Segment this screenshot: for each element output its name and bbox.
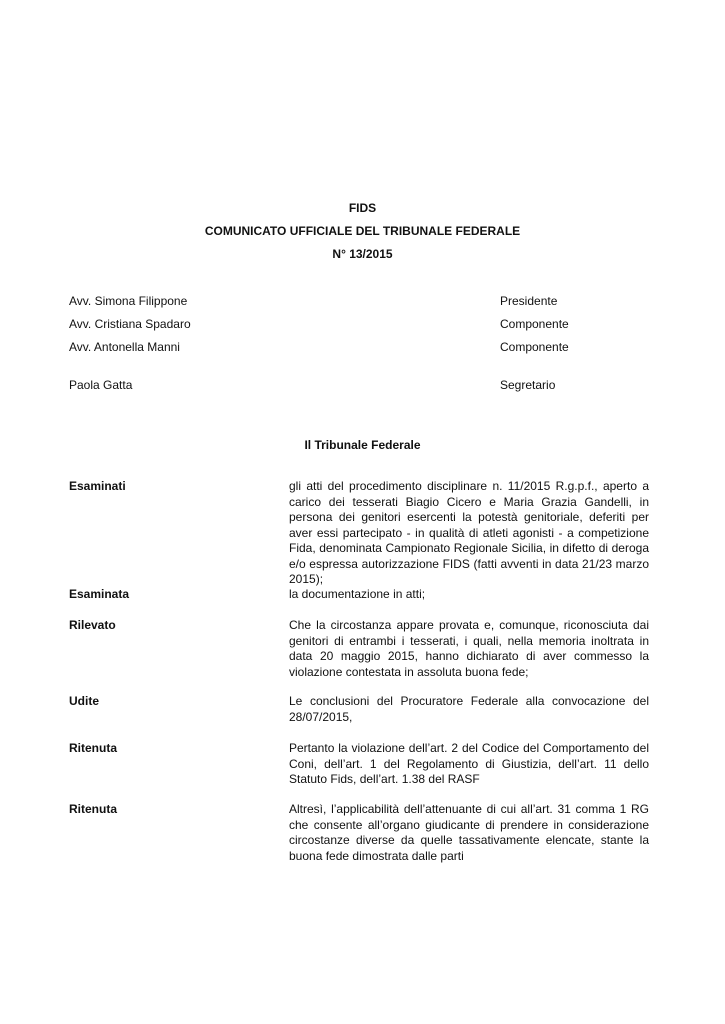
entry-text: Le conclusioni del Procuratore Federale alla convocazione del 28/07/2015, [289, 694, 649, 724]
member-name: Avv. Simona Filippone [69, 294, 188, 308]
entry-text: Che la circostanza appare provata e, comunque, riconosciuta dai genitori di entrambi i tesserati, i quali, nella memoria inoltrata in data 20 maggio 2015, hanno dichiarato di aver commesso la violazione contestata in assoluta buona fede; [289, 618, 649, 679]
entry-label: Esaminata [69, 587, 130, 601]
member-row [69, 317, 649, 333]
member-name: Avv. Antonella Manni [69, 340, 180, 354]
member-role: Componente [500, 317, 569, 331]
member-role: Componente [500, 340, 569, 354]
entry-label: Udite [69, 694, 99, 708]
section-title: Il Tribunale Federale [304, 438, 421, 452]
entry-text: Altresì, l’applicabilità dell’attenuante di cui all’art. 31 comma 1 RG che consente all’organo giudicante di prendere in considerazione circostanze diverse da quelle tassativamente elencate, stante la buona fede dimostrata dalle parti [289, 802, 649, 863]
entry-text: Pertanto la violazione dell’art. 2 del Codice del Comportamento del Coni, dell’art. 1 del Regolamento di Giustizia, dell’art. 11 dello Statuto Fids, dell’art. 1.38 del RASF [289, 741, 649, 786]
entry-label: Esaminati [69, 479, 126, 493]
entry-label: Ritenuta [69, 741, 117, 755]
member-role: Segretario [500, 378, 556, 392]
member-row [69, 340, 649, 356]
member-row [69, 294, 649, 310]
member-name: Paola Gatta [69, 378, 133, 392]
org-heading: FIDS [348, 201, 377, 215]
entry-text: la documentazione in atti; [289, 587, 426, 601]
entry-label: Ritenuta [69, 802, 117, 816]
member-role: Presidente [500, 294, 558, 308]
document-title: COMUNICATO UFFICIALE DEL TRIBUNALE FEDERALE [204, 224, 521, 238]
entry-label: Rilevato [69, 618, 116, 632]
member-row [69, 378, 649, 394]
document-number: N° 13/2015 [332, 247, 393, 261]
entry-text: gli atti del procedimento disciplinare n. 11/2015 R.g.p.f., aperto a carico dei tesserati Biagio Cicero e Maria Grazia Gandelli, in persona dei genitori esercenti la potestà genitoriale, deferiti per aver essi partecipato - in qualità di atleti agonisti - a competizione Fida, denominata Campionato Regionale Sicilia, in difetto di deroga e/o espressa autorizzazione FIDS (fatti avventi in data 21/23 marzo 2015); [289, 479, 649, 586]
member-name: Avv. Cristiana Spadaro [69, 317, 191, 331]
